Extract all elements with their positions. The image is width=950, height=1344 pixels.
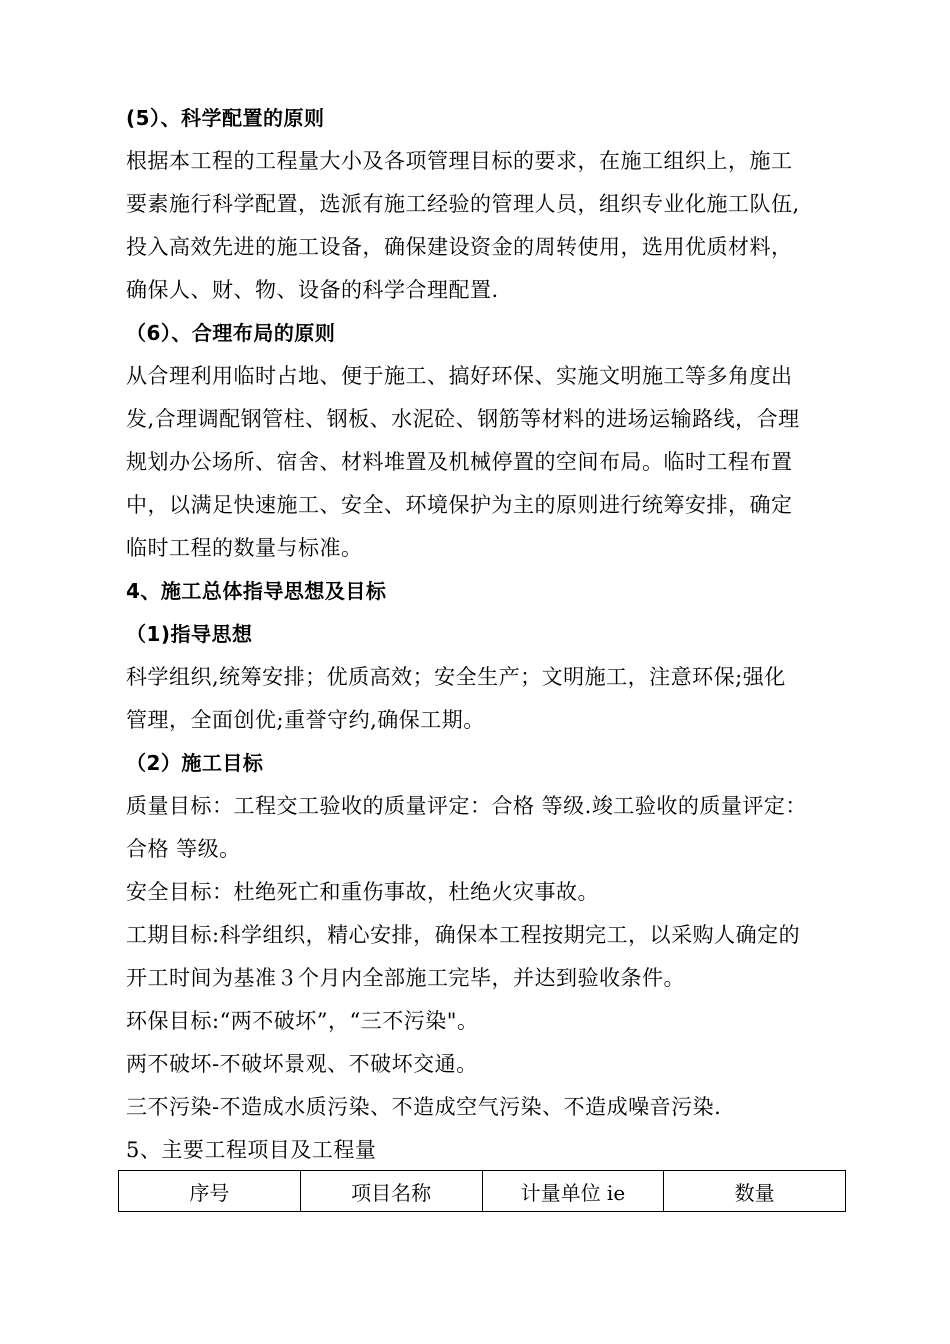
paragraph-line: 要素施行科学配置，选派有施工经验的管理人员，组织专业化施工队伍,	[126, 192, 800, 216]
schedule-goal-line: 工期目标:科学组织，精心安排，确保本工程按期完工，以采购人确定的	[126, 923, 801, 947]
guiding-ideology-heading: （1)指导思想	[126, 622, 253, 646]
paragraph-line: 科学组织,统筹安排；优质高效；安全生产；文明施工，注意环保;强化	[126, 665, 786, 689]
environment-goal-line: 两不破坏-不破坏景观、不破坏交通。	[126, 1052, 478, 1076]
construction-goals-heading: （2）施工目标	[126, 751, 264, 775]
work-items-table	[118, 1170, 846, 1212]
table-header-row	[119, 1171, 846, 1212]
quality-goal-line: 质量目标：工程交工验收的质量评定：合格 等级.竣工验收的质量评定：	[126, 794, 807, 818]
paragraph-line: 管理，全面创优;重誉守约,确保工期。	[126, 708, 485, 732]
paragraph-line: 从合理利用临时占地、便于施工、搞好环保、实施文明施工等多角度出	[126, 364, 793, 388]
paragraph-line: 发,合理调配钢管柱、钢板、水泥砼、钢筋等材料的进场运输路线，合理	[126, 407, 800, 431]
column-header-item-name: 项目名称	[300, 1171, 482, 1212]
paragraph-line: 投入高效先进的施工设备，确保建设资金的周转使用，选用优质材料，	[126, 235, 793, 259]
column-header-index: 序号	[119, 1171, 301, 1212]
paragraph-line: 确保人、财、物、设备的科学合理配置.	[126, 278, 499, 302]
environment-goal-line: 环保目标:“两不破坏”，“三不污染"。	[126, 1009, 479, 1033]
quality-goal-line: 合格 等级。	[126, 837, 241, 861]
safety-goal-line: 安全目标：杜绝死亡和重伤事故，杜绝火灾事故。	[126, 880, 599, 904]
section-5-items-heading: 5、主要工程项目及工程量	[126, 1138, 377, 1162]
column-header-quantity: 数量	[664, 1171, 846, 1212]
environment-goal-line: 三不污染-不造成水质污染、不造成空气污染、不造成噪音污染.	[126, 1095, 722, 1119]
section-6-heading: （6）、合理布局的原则	[126, 321, 336, 345]
schedule-goal-line: 开工时间为基准３个月内全部施工完毕，并达到验收条件。	[126, 966, 685, 990]
paragraph-line: 中，以满足快速施工、安全、环境保护为主的原则进行统筹安排，确定	[126, 493, 793, 517]
section-4-heading: 4、施工总体指导思想及目标	[126, 579, 387, 603]
paragraph-line: 根据本工程的工程量大小及各项管理目标的要求，在施工组织上，施工	[126, 149, 793, 173]
paragraph-line: 临时工程的数量与标准。	[126, 536, 363, 560]
paragraph-line: 规划办公场所、宿舍、材料堆置及机械停置的空间布局。临时工程布置	[126, 450, 793, 474]
column-header-unit: 计量单位 ie	[482, 1171, 664, 1212]
section-5-heading: (5）、科学配置的原则	[126, 106, 325, 130]
